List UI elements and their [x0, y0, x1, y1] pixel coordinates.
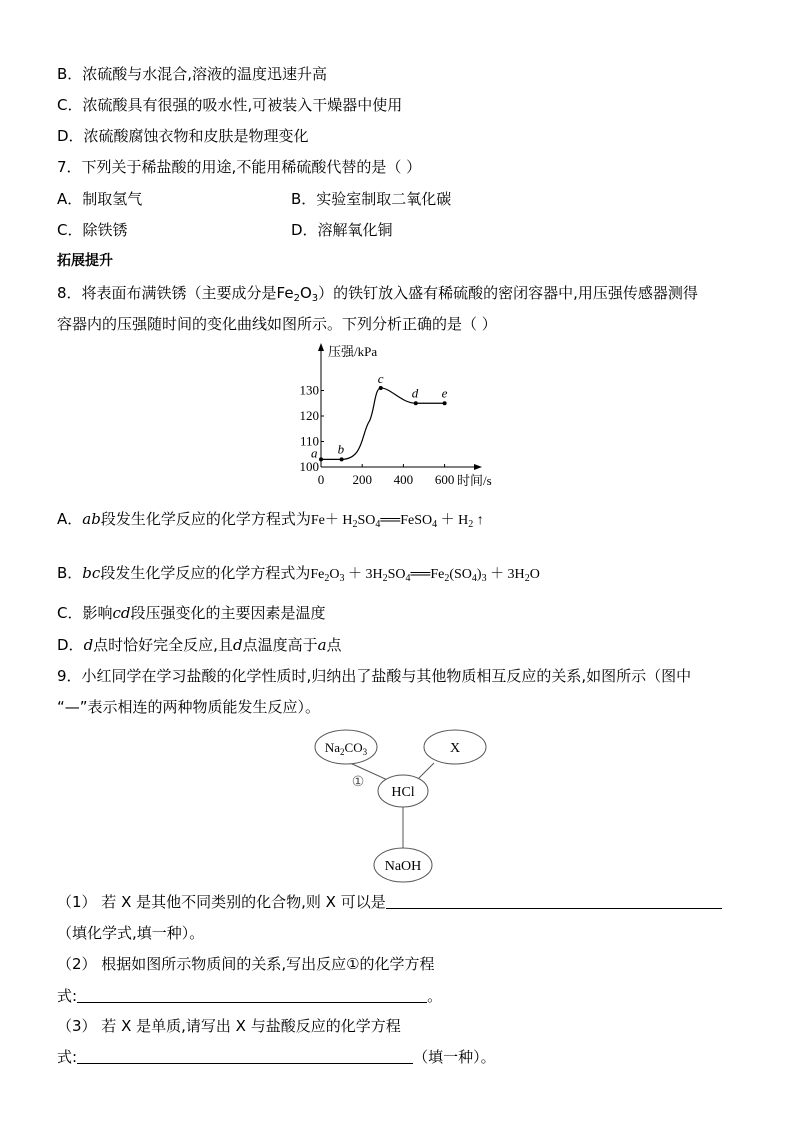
hcl-label: HCl [391, 785, 415, 800]
point-d [414, 401, 418, 405]
point-label-b: b [337, 441, 345, 457]
y-tick-label: 100 [299, 459, 319, 474]
q8-option-c: C．影响cd段压强变化的主要因素是温度 [57, 604, 326, 622]
x-tick-label: 600 [434, 472, 455, 487]
answer-blank-1[interactable] [386, 893, 722, 909]
q7-stem: 7．下列关于稀盐酸的用途,不能用稀硫酸代替的是（ ） [57, 158, 422, 176]
q9-part2-line2: 式: 。 [57, 987, 443, 1005]
x-tick-label: 0 [317, 472, 325, 487]
y-axis-label: 压强/kPa [328, 344, 378, 359]
equation-a: $Fe+ H_2SO_4══FeSO_4 + H_2$ ↑ [310, 513, 484, 530]
q9-part2-line1: （2） 根据如图所示物质间的关系,写出反应①的化学方程 [57, 955, 435, 973]
q7-option-a: A．制取氢气 [57, 190, 143, 208]
q8-stem-line2: 容器内的压强随时间的变化曲线如图所示。下列分析正确的是（ ） [57, 315, 497, 333]
section-heading: 拓展提升 [57, 253, 113, 269]
equation-b: $Fe_2O_3$ ＋ $3H_2SO_4══Fe_2(SO_4)_3 + 3H_2O$ [310, 567, 540, 584]
q6-option-c: C．浓硫酸具有很强的吸水性,可被装入干燥器中使用 [57, 96, 403, 114]
point-label-a: a [311, 445, 318, 461]
q7-option-c: C．除铁锈 [57, 221, 128, 239]
point-label-e: e [441, 385, 448, 401]
y-tick-label: 120 [299, 408, 319, 423]
answer-blank-3[interactable] [77, 1048, 413, 1064]
pressure-time-chart [290, 340, 510, 492]
point-c [379, 386, 383, 390]
fe2o3-formula: $Fe_2O_3$ [276, 284, 319, 304]
x-axis-arrow [474, 464, 482, 470]
x-axis-label: 时间/s [457, 473, 492, 488]
link-x-hcl [417, 763, 434, 780]
point-label-c: c [377, 370, 384, 386]
point-e [443, 401, 447, 405]
q7-option-b: B．实验室制取二氧化碳 [291, 190, 452, 208]
reaction-1-marker: ① [351, 775, 365, 790]
q9-part1-line2: （填化学式,填一种）。 [57, 924, 205, 942]
y-tick-label: 110 [299, 433, 319, 449]
hcl-relation-diagram [300, 724, 500, 886]
q8-option-a: A．ab段发生化学反应的化学方程式为$Fe+ H_2SO_4══FeSO_4 + H_2$ ↑ [57, 510, 484, 530]
q6-option-b: B．浓硫酸与水混合,溶液的温度迅速升高 [57, 65, 328, 83]
q9-part3-line2: 式: （填一种）。 [57, 1048, 496, 1066]
x-tick-label: 200 [352, 472, 372, 487]
y-tick-label: 130 [299, 382, 319, 398]
answer-blank-2[interactable] [77, 987, 427, 1003]
point-b [340, 457, 344, 461]
q9-stem-line2: “—”表示相连的两种物质能发生反应）。 [57, 698, 321, 716]
na2co3-label: $Na_2CO_3$ [324, 740, 368, 757]
q7-option-d: D．溶解氧化铜 [291, 221, 393, 239]
q9-part3-line1: （3） 若 X 是单质,请写出 X 与盐酸反应的化学方程 [57, 1017, 401, 1035]
q9-part1-line1: （1） 若 X 是其他不同类别的化合物,则 X 可以是 [57, 891, 722, 913]
y-axis-arrow [318, 343, 324, 351]
x-label: X [449, 741, 461, 756]
q6-option-d: D．浓硫酸腐蚀衣物和皮肤是物理变化 [57, 127, 309, 145]
q9-stem-line1: 9．小红同学在学习盐酸的化学性质时,归纳出了盐酸与其他物质相互反应的关系,如图所示（图中 [57, 667, 692, 685]
point-label-d: d [411, 385, 419, 401]
x-tick-label: 400 [393, 472, 414, 487]
q8-stem-line1: 8．将表面布满铁锈（主要成分是$Fe_2O_3$）的铁钉放入盛有稀硫酸的密闭容器中,用压强传感器测得 [57, 284, 698, 304]
q8-option-b: B．bc段发生化学反应的化学方程式为$Fe_2O_3$ ＋ $3H_2SO_4══Fe_2(SO_4)_3 + 3H_2O$ [57, 564, 540, 584]
q8-option-d: D．d点时恰好完全反应,且d点温度高于a点 [57, 636, 342, 654]
naoh-label: NaOH [384, 859, 422, 874]
point-a [319, 457, 323, 461]
